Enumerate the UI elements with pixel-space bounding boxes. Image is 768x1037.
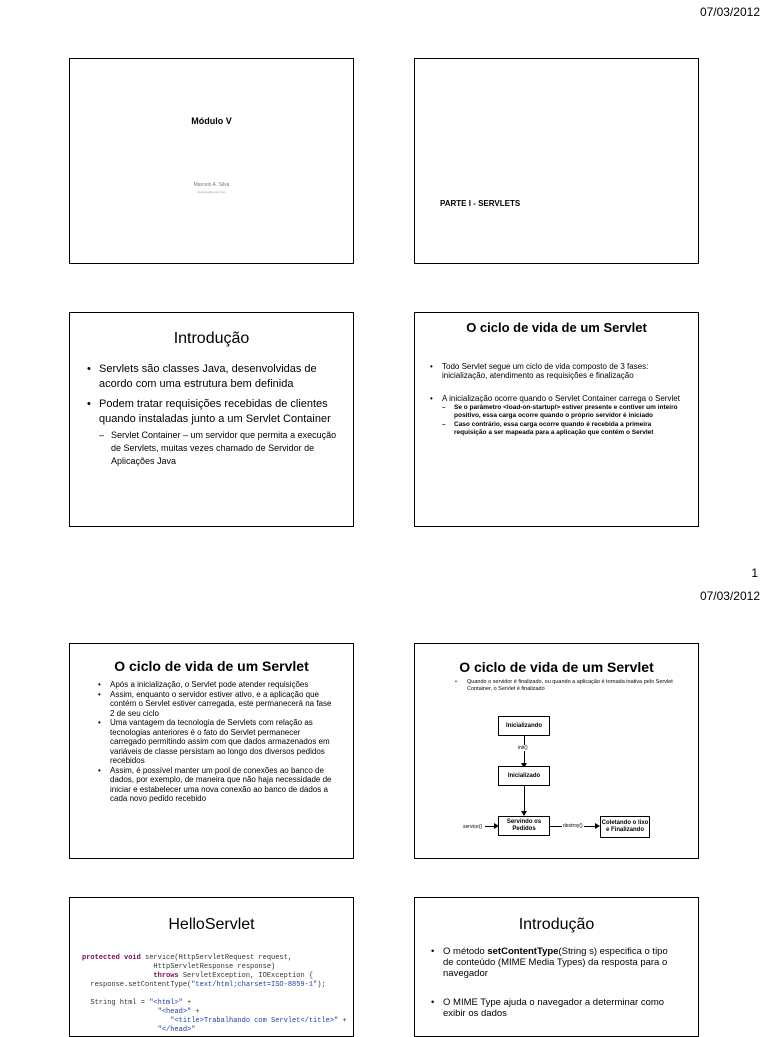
code-text: + — [182, 999, 192, 1007]
bullet-item — [431, 946, 680, 979]
bullet-item: • Assim, é possível manter um pool de conexões ao banco de dados, por exemplo, de maneira que não haja necessidade de iniciar e estabelecer uma nova conexão ao banco de dados a cada novo pedido recebido — [98, 766, 333, 804]
slide-ciclo-vida-3 — [414, 643, 699, 859]
code-string: "<html>" — [149, 999, 183, 1007]
box-coletando: Coletando o lixo e Finalizando — [600, 816, 650, 838]
slide-ciclo-vida-2 — [69, 643, 354, 859]
slide-author: Marcelo A. Silva — [193, 182, 230, 188]
slide-title: O ciclo de vida de um Servlet — [114, 658, 309, 674]
bullet-list — [455, 679, 678, 693]
code-text: ); — [317, 981, 326, 989]
bullet-item: • Servlets são classes Java, desenvolvidas de acordo com uma estrutura bem definida — [87, 362, 341, 392]
bullet-item: • Assim, enquanto o servidor estiver ativo, e a aplicação que contém o Servlet estiver carregada, este permanecerá na fase 2 de seu ciclo — [98, 690, 333, 719]
slide-introducao-2 — [414, 897, 699, 1037]
code-text: response.setContentType( — [82, 981, 192, 989]
bullet-list — [87, 362, 341, 427]
arrow-head — [494, 823, 499, 829]
bullet-item: • A inicialização ocorre quando o Servlet Container carrega o Servlet — [430, 394, 686, 403]
code-keyword: throws — [153, 972, 179, 980]
bullet-text: O método — [443, 946, 488, 957]
box-servindo: Servindo os Pedidos — [498, 816, 550, 836]
arrow-down — [524, 786, 525, 814]
sub-bullet-item: – Se o parâmetro <load-on-startup/> estiver presente e contiver um inteiro positivo, essa carga ocorre quando o próprio servidor é iniciado — [442, 404, 684, 420]
code-text: String html = — [82, 999, 150, 1007]
slide-email: (marcelo@gmail.com) — [196, 190, 227, 194]
slide-title: PARTE I - SERVLETS — [440, 199, 521, 208]
code-block — [82, 954, 353, 1035]
slide-part-servlets — [414, 58, 699, 264]
label-init: init() — [518, 745, 528, 751]
code-keyword: protected void — [82, 954, 141, 962]
arrow-down — [524, 736, 525, 766]
code-text: ServletException, IOException { — [178, 972, 314, 980]
slide-title: O ciclo de vida de um Servlet — [466, 320, 647, 335]
slide-title: Introdução — [518, 916, 595, 933]
bullet-item: • Todo Servlet segue um ciclo de vida composto de 3 fases: inicialização, atendimento as requisições e finalização — [430, 362, 686, 380]
slide-title-module — [69, 58, 354, 264]
sub-bullet-item: – Caso contrário, essa carga ocorre quando é recebida a primeira requisição a ser mapeada para a aplicação que contém o Servlet — [442, 421, 684, 437]
bullet-list — [430, 362, 686, 403]
code-text: service(HttpServletRequest request, — [140, 954, 293, 962]
bullet-list — [98, 680, 333, 804]
box-inicializado: Inicializado — [498, 766, 550, 786]
sub-bullet-item: – Servlet Container – um servidor que permita a execução de Servlets, muitas vezes chamado de Servidor de Aplicações Java — [99, 429, 343, 468]
box-inicializando: Inicializando — [498, 716, 550, 736]
bullet-bold: setContentType — [487, 946, 559, 957]
bullet-item: • Quando o servidor é finalizado, ou quando a aplicação é tornada inativa pelo Servlet Container, o Servlet é finalizado — [455, 679, 678, 693]
label-destroy: destroy() — [563, 823, 583, 829]
page-date: 07/03/2012 — [699, 589, 760, 603]
bullet-item: • O MIME Type ajuda o navegador a determinar como exibir os dados — [431, 997, 680, 1019]
code-string: "<head>" — [157, 1008, 192, 1016]
bullet-item: • Podem tratar requisições recebidas de clientes quando instaladas junto a um Servlet Container — [87, 397, 341, 427]
slide-title: HelloServlet — [168, 916, 255, 933]
slide-title: O ciclo de vida de um Servlet — [459, 659, 654, 675]
bullet-text: (String s) especifica o tipo de conteúdo (MIME Media Types) da resposta para o navegador — [443, 946, 668, 979]
label-service: service() — [463, 824, 483, 830]
code-text: + — [338, 1017, 347, 1025]
bullet-item: • Após a inicialização, o Servlet pode atender requisições — [98, 680, 333, 690]
code-text: HttpServletResponse response) — [82, 963, 276, 971]
code-string: "<title>Trabalhando com Servlet</title>" — [170, 1017, 339, 1025]
bullet-item: • Uma vantagem da tecnologia de Servlets com relação as tecnologias anteriores é o fato do Servlet permanecer carregado permitindo assim com que dados armazenados em variáveis de classe persistam ao longo dos diversos pedidos recebidos — [98, 718, 333, 766]
code-text: + — [191, 1008, 200, 1016]
slide-title: Introdução — [173, 330, 250, 347]
sub-bullet-list — [99, 429, 343, 468]
slide-introducao — [69, 312, 354, 527]
slide-helloservlet — [69, 897, 354, 1037]
page-date: 07/03/2012 — [699, 5, 760, 19]
page-number: 1 — [751, 566, 758, 580]
slide-title: Módulo V — [191, 116, 232, 126]
bullet-list — [431, 946, 680, 1019]
code-string: "</head>" — [157, 1026, 196, 1034]
code-string: "text/html;charset=ISO-8859-1" — [191, 981, 318, 989]
slide-ciclo-vida-1 — [414, 312, 699, 527]
sub-bullet-list — [442, 404, 684, 437]
